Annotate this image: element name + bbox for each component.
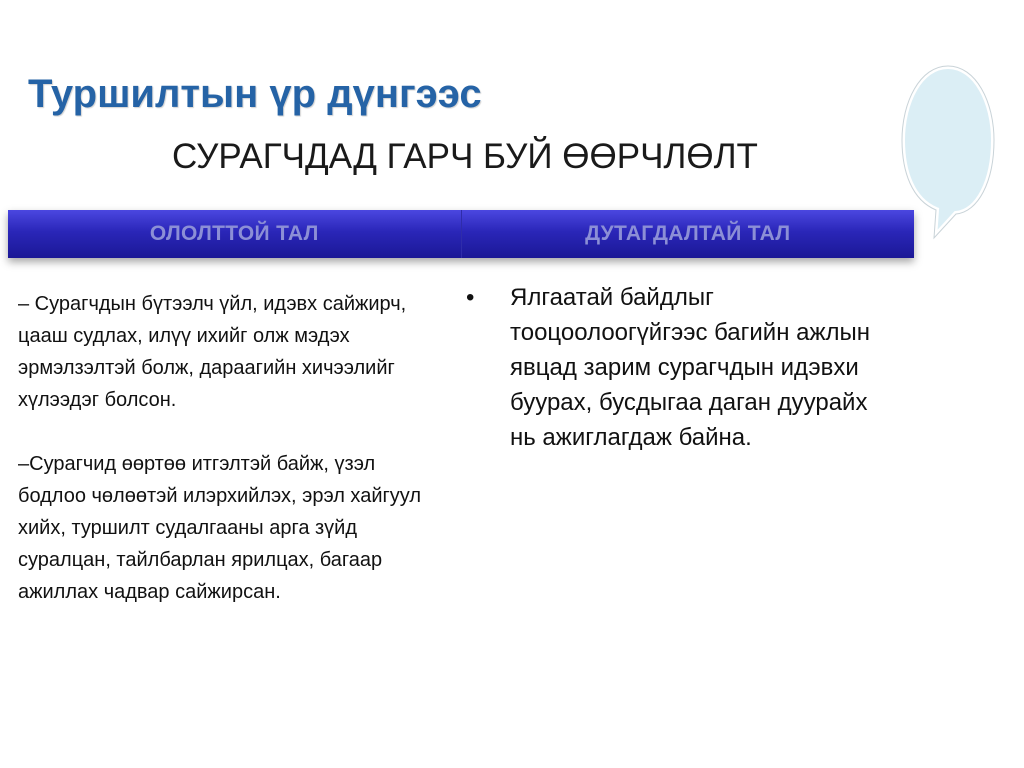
- header-negative: ДУТАГДАЛТАЙ ТАЛ: [461, 210, 915, 258]
- negative-column: [466, 280, 886, 455]
- slide-subtitle: СУРАГЧДАД ГАРЧ БУЙ ӨӨРЧЛӨЛТ: [172, 137, 758, 176]
- slide-title: Туршилтын үр дүнгээс: [28, 72, 482, 116]
- negative-item: Ялгаатай байдлыг тооцоолоогүйгээс багийн ажлын явцад зарим сурагчдын идэвхи буурах, бусдыгаа даган дуурайх нь ажиглагдаж байна.: [510, 284, 871, 451]
- bullet-icon: •: [466, 284, 475, 311]
- positive-item: –Сурагчид өөртөө итгэлтэй байж, үзэл бодлоо чөлөөтэй илэрхийлэх, эрэл хайгуул хийх, туршилт судалгааны арга зүйд суралцан, тайлбарлан ярилцах, багаар ажиллах чадвар сайжирсан.: [18, 453, 422, 603]
- positive-item: – Сурагчдын бүтээлч үйл, идэвх сайжирч, цааш судлах, илүү ихийг олж мэдэх эрмэлзэлтэй болж, дараагийн хичээлийг хүлээдэг болсон.: [18, 293, 407, 411]
- table-header: [8, 210, 914, 258]
- positive-column: [18, 288, 448, 640]
- header-positive: ОЛОЛТТОЙ ТАЛ: [149, 222, 319, 245]
